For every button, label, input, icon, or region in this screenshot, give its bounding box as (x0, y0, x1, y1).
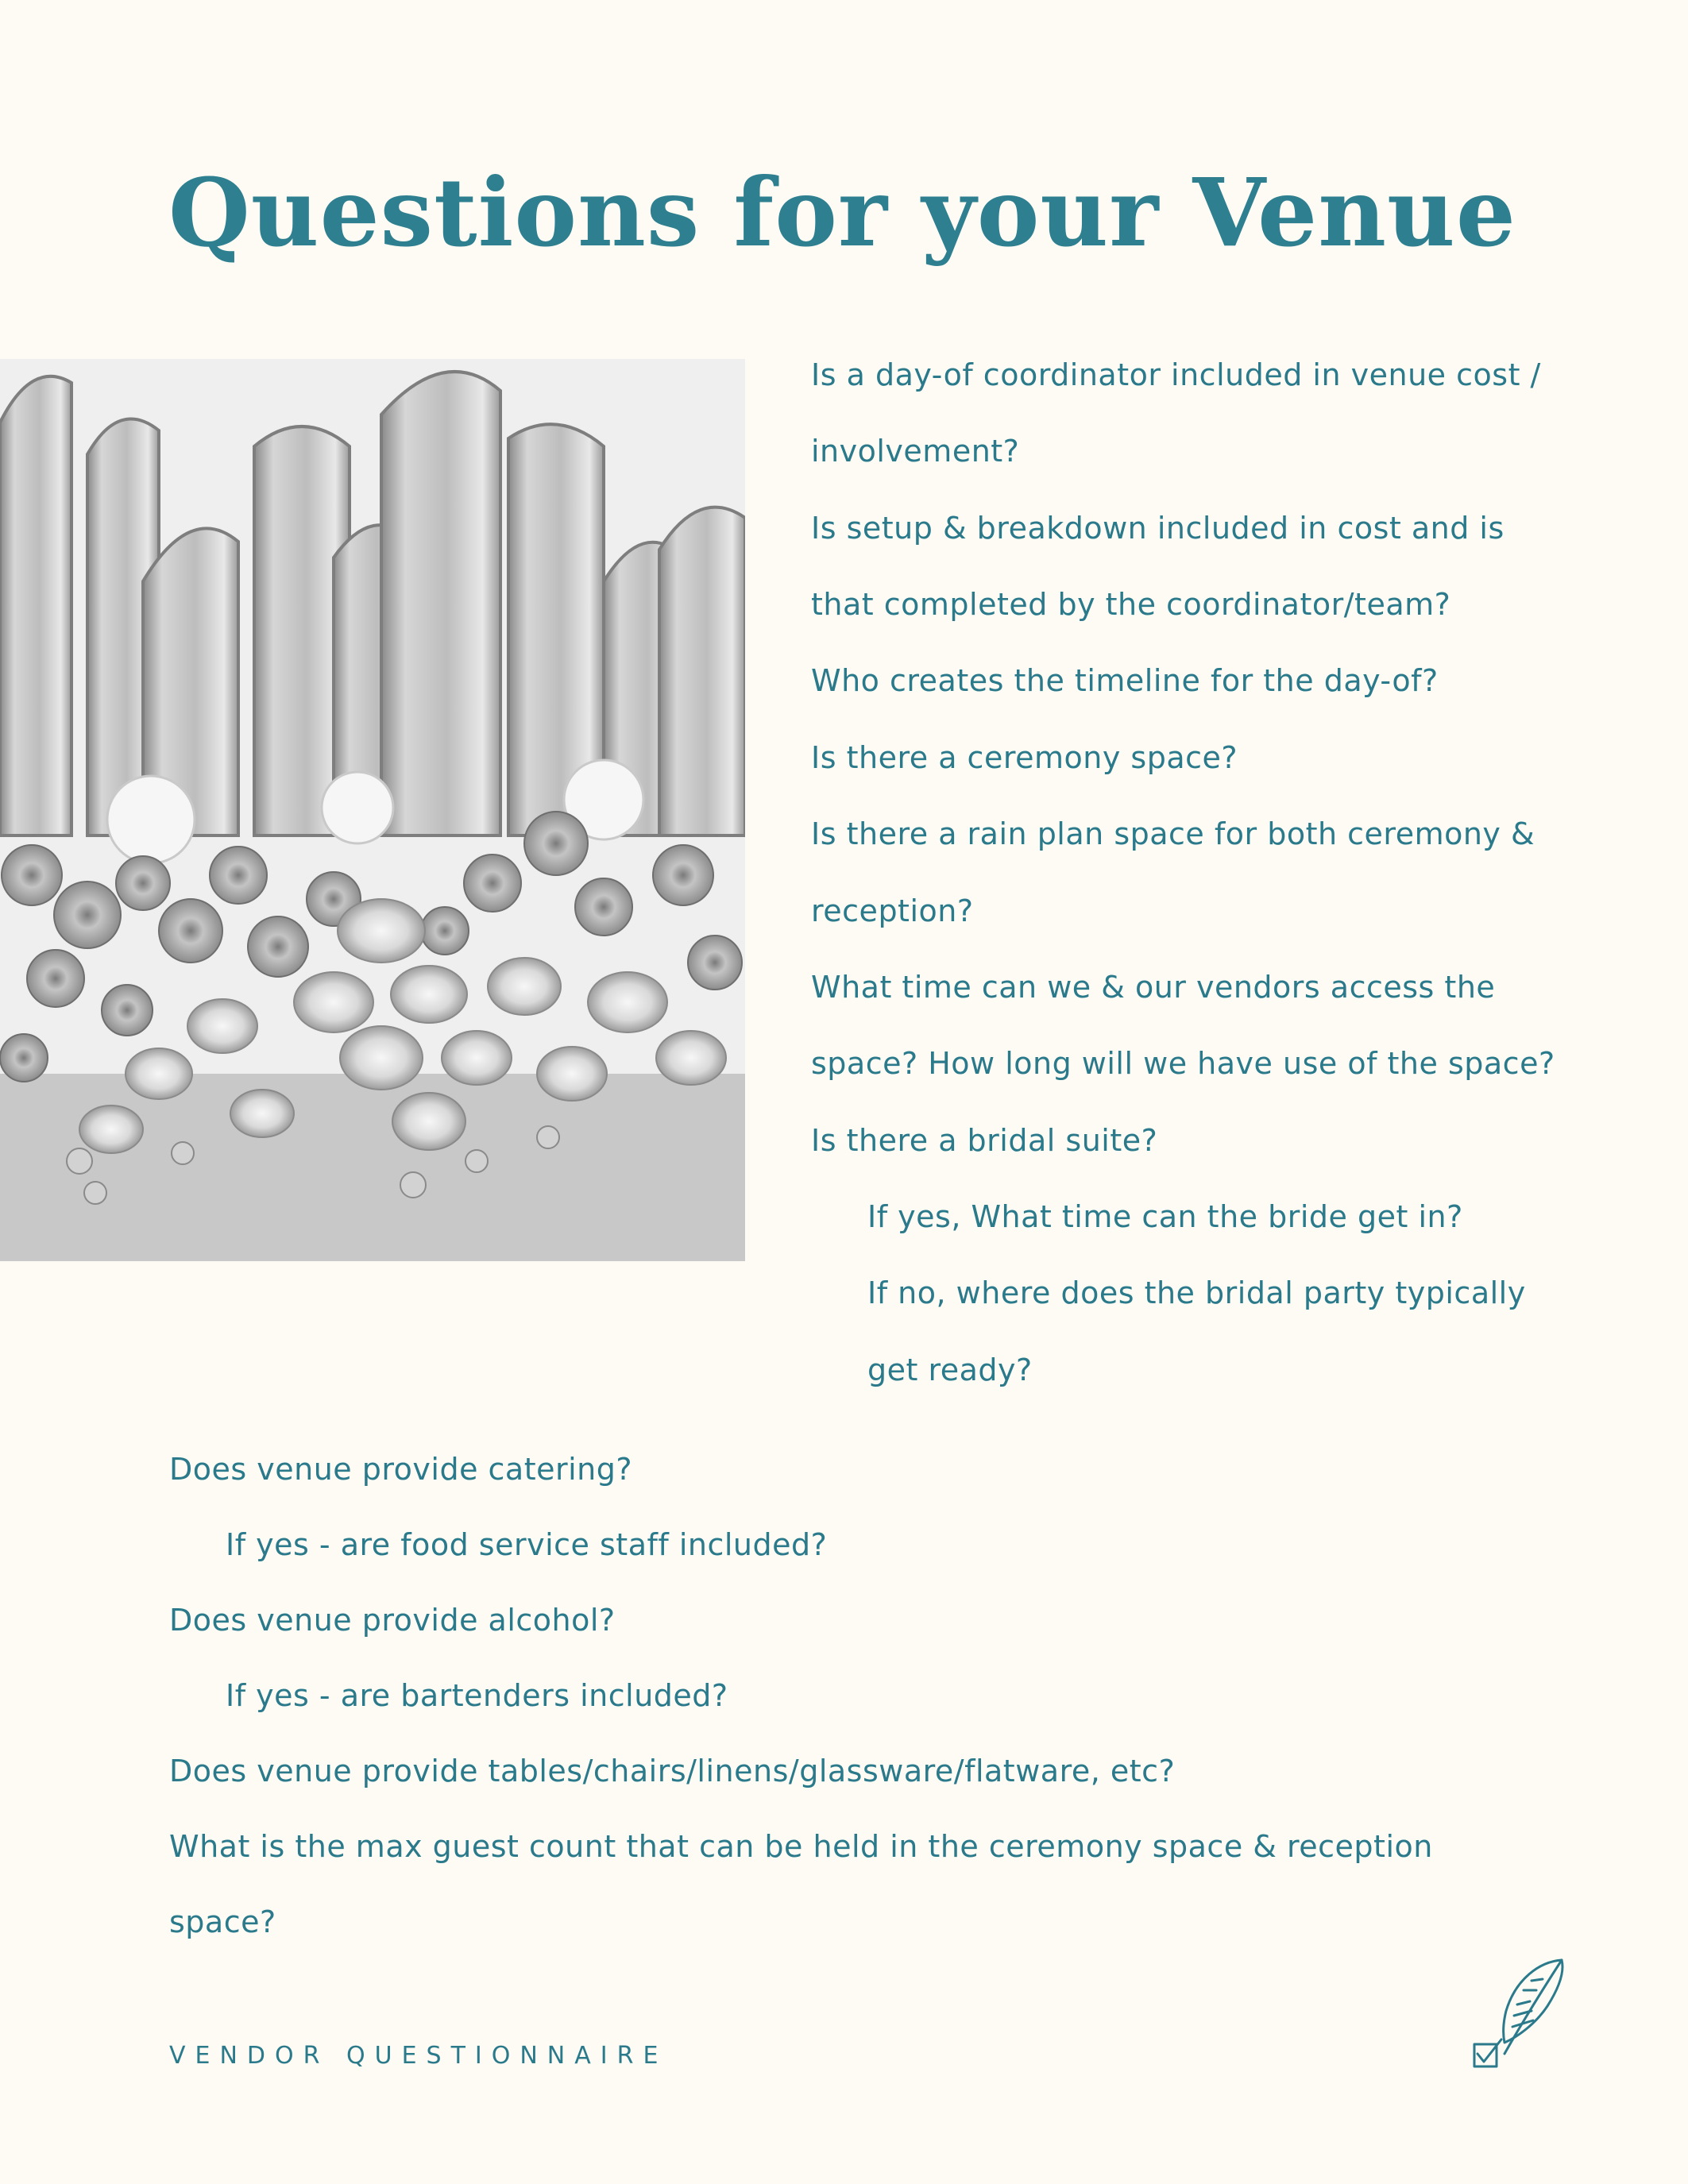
question-bridal-suite-no-cont: get ready? (867, 1352, 1033, 1387)
quill-checkbox-icon (1468, 1955, 1571, 2074)
question-guest-count-cont: space? (169, 1904, 276, 1939)
question-ceremony-space: Is there a ceremony space? (811, 740, 1238, 775)
question-day-of-coordinator-cont: involvement? (811, 434, 1020, 469)
question-bartenders: If yes - are bartenders included? (226, 1678, 728, 1713)
question-timeline: Who creates the timeline for the day-of? (811, 663, 1439, 698)
question-bridal-suite: Is there a bridal suite? (811, 1123, 1158, 1158)
question-rentals: Does venue provide tables/chairs/linens/glassware/flatware, etc? (169, 1754, 1176, 1788)
question-catering: Does venue provide catering? (169, 1452, 633, 1487)
question-rain-plan-cont: reception? (811, 893, 974, 928)
question-guest-count: What is the max guest count that can be held in the ceremony space & reception (169, 1829, 1433, 1864)
floral-arrangement-photo (0, 359, 745, 1261)
page-title: Questions for your Venue (168, 157, 1516, 268)
question-setup-breakdown: Is setup & breakdown included in cost and is (811, 511, 1505, 546)
question-rain-plan: Is there a rain plan space for both ceremony & (811, 816, 1535, 851)
question-setup-breakdown-cont: that completed by the coordinator/team? (811, 587, 1451, 622)
question-catering-staff: If yes - are food service staff included? (226, 1527, 828, 1562)
footer-label: VENDOR QUESTIONNAIRE (169, 2042, 668, 2070)
question-bridal-suite-yes: If yes, What time can the bride get in? (867, 1199, 1463, 1234)
question-alcohol: Does venue provide alcohol? (169, 1603, 616, 1638)
question-bridal-suite-no: If no, where does the bridal party typically (867, 1275, 1526, 1310)
question-vendor-access: What time can we & our vendors access the (811, 970, 1496, 1005)
floral-photo-illustration (0, 359, 745, 1261)
question-vendor-access-cont: space? How long will we have use of the space? (811, 1046, 1555, 1081)
question-day-of-coordinator: Is a day-of coordinator included in venue cost / (811, 357, 1541, 392)
